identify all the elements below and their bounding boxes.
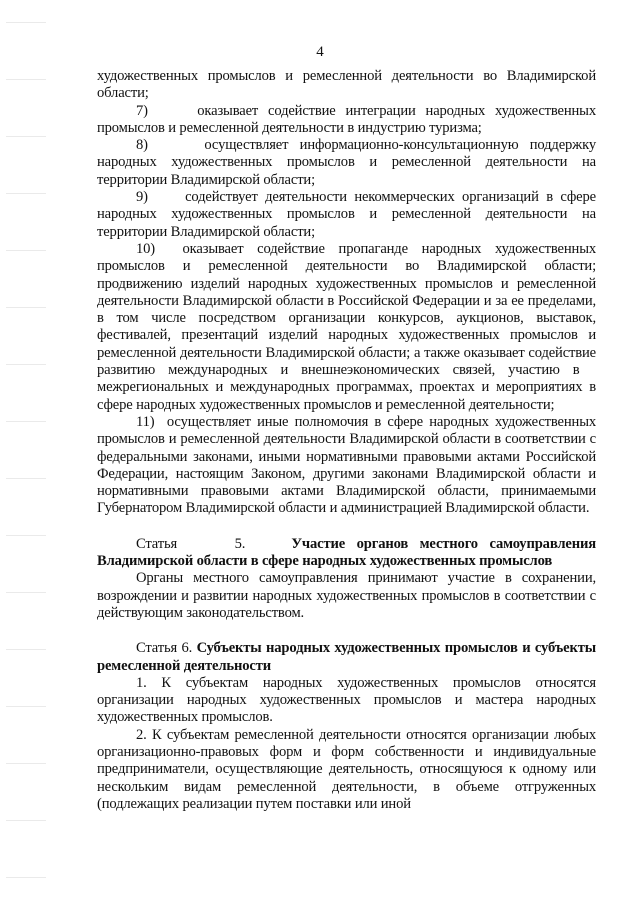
section-spacer bbox=[97, 622, 596, 640]
list-item-10: 10) оказывает содействие пропаганде народных художественных промыслов и ремесленной деятельности во Владимирской области; продвижению изделий народных художественных промыслов и ремесленной деятельности Владимирской области в Российской Федерации и за ее пределами, в том числе посредством организации конкурсов, аукционов, выставок, фестивалей, презентаций изделий народных художественных промыслов и ремесленной деятельности Владимирской области; а также оказывает содействие развитию международных и внешнеэкономических связей, участию в межрегиональных и международных программах, проектах и мероприятиях в сфере народных художественных промыслов и ремесленной деятельности; bbox=[97, 240, 596, 413]
article-5-paragraph: Органы местного самоуправления принимают участие в сохранении, возрождении и развитии народных художественных промыслов в соответствии с действующим законодательством. bbox=[97, 570, 596, 621]
list-item-9: 9) содействует деятельности некоммерческих организаций в сфере народных художественных промыслов и ремесленной деятельности на территории Владимирской области; bbox=[97, 189, 596, 240]
article-5-label: Статья 5. bbox=[136, 535, 292, 552]
document-body bbox=[97, 68, 596, 813]
paragraph-continuation: художественных промыслов и ремесленной деятельности во Владимирской области; bbox=[97, 68, 596, 102]
article-6-heading bbox=[97, 640, 596, 675]
section-spacer bbox=[97, 518, 596, 536]
list-item-11: 11) осуществляет иные полномочия в сфере народных художественных промыслов и ремесленной деятельности Владимирской области в соответствии с федеральными законами, иными нормативными правовыми актами Российской Федерации, настоящим Законом, другими законами Владимирской области и нормативными правовыми актами Владимирской области, принимаемыми Губернатором Владимирской области и администрацией Владимирской области. bbox=[97, 413, 596, 517]
article-6-title: Субъекты народных художественных промыслов и субъекты ремесленной деятельности bbox=[97, 640, 596, 674]
list-item-7: 7) оказывает содействие интеграции народных художественных промыслов и ремесленной деятельности в индустрию туризма; bbox=[97, 102, 596, 136]
article-6-label: Статья 6. bbox=[136, 640, 197, 657]
article-6-paragraph-2: 2. К субъектам ремесленной деятельности относятся организации любых организационно-правовых форм и форм собственности и индивидуальные предприниматели, осуществляющие деятельность, относящуюся к одному или нескольким видам ремесленной деятельности, в объеме отгруженных (подлежащих реализации путем поставки или иной bbox=[97, 726, 596, 812]
article-6-paragraph-1: 1. К субъектам народных художественных промыслов относятся организации народных художественных промыслов и мастера народных художественных промыслов. bbox=[97, 674, 596, 726]
list-item-8: 8) осуществляет информационно-консультационную поддержку народных художественных промыслов и ремесленной деятельности на территории Владимирской области; bbox=[97, 137, 596, 188]
scan-edge-artifact bbox=[6, 0, 46, 905]
page-number: 4 bbox=[316, 44, 324, 60]
article-5-heading bbox=[97, 536, 596, 571]
article-5-title: Участие органов местного самоуправления Владимирской области в сфере народных художественных промыслов bbox=[97, 535, 596, 570]
